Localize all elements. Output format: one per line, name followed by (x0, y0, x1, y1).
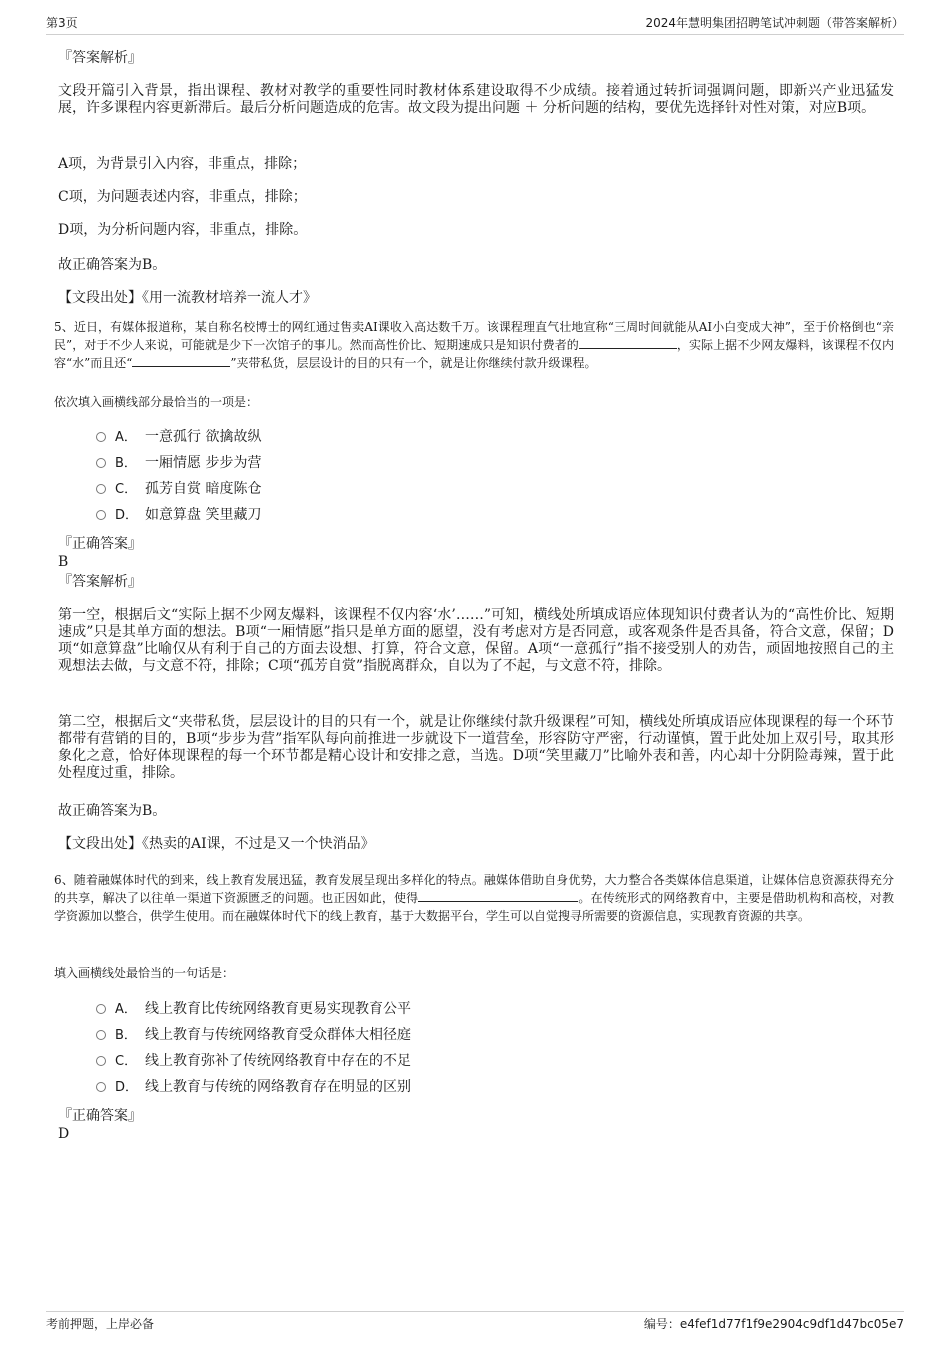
q4-analysis-label: 『答案解析』 (58, 50, 142, 66)
q6-answer-label: 『正确答案』 (58, 1108, 142, 1124)
q4-analysis-option-d: D项，为分析问题内容，非重点，排除。 (58, 222, 308, 238)
q5-stem-part3: ”夹带私货，层层设计的目的只有一个，就是让你继续付款升级课程。 (230, 356, 597, 370)
radio-icon[interactable] (96, 458, 106, 468)
q6-blank (418, 889, 578, 902)
q6-stem-part1: 6、随着融媒体时代的到来，线上教育发展迅猛，教育发展呈现出多样化的特点。融媒体借助自身优势，大力整合各类媒体信息渠道，让媒体信息资源获得充分的共享，解决了以往单一渠道下资源匮乏的问题。也正因如此，使得 (54, 873, 894, 905)
radio-icon[interactable] (96, 1056, 106, 1066)
footer-serial: 编号：e4fef1d77f1f9e2904c9df1d47bc05e7 (643, 1317, 904, 1331)
q4-source: 【文段出处】《用一流教材培养一流人才》 (58, 290, 317, 306)
q5-conclusion: 故正确答案为B。 (58, 803, 167, 819)
q5-answer-label: 『正确答案』 (58, 536, 142, 552)
radio-icon[interactable] (96, 1082, 106, 1092)
q6-stem (54, 871, 894, 925)
q5-analysis-label: 『答案解析』 (58, 574, 142, 590)
radio-icon[interactable] (96, 432, 106, 442)
q6-option-c[interactable]: C． 线上教育弥补了传统网络教育中存在的不足 (96, 1052, 411, 1071)
q5-source: 【文段出处】《热卖的AI课，不过是又一个快消品》 (58, 836, 375, 852)
q5-blank-1 (579, 336, 677, 349)
q6-option-d[interactable]: D． 线上教育与传统的网络教育存在明显的区别 (96, 1078, 411, 1097)
q4-conclusion: 故正确答案为B。 (58, 257, 167, 273)
q6-option-a[interactable]: A． 线上教育比传统网络教育更易实现教育公平 (96, 1000, 411, 1019)
q6-stem-part2: 。在传统形式的网络教育中，主要是借助机构和高校，对教学资源加以整合，供学生使用。而在融媒体时代下的线上教育，基于大数据平台，学生可以自觉搜寻所需要的资源信息，实现教育资源的共享。 (54, 891, 894, 923)
q5-stem (54, 318, 894, 372)
q5-answer: B (58, 554, 69, 570)
radio-icon[interactable] (96, 484, 106, 494)
q5-blank-2 (132, 354, 230, 367)
q5-option-a[interactable]: A． 一意孤行 欲擒故纵 (96, 428, 261, 447)
q5-stem-part2: ，实际上据不少网友爆料，该课程不仅内容“水”而且还“ (54, 338, 894, 370)
document-title: 2024年慧明集团招聘笔试冲刺题（带答案解析） (645, 16, 904, 30)
page-footer (46, 1311, 904, 1334)
q5-analysis-paragraph-1: 第一空，根据后文“实际上据不少网友爆料，该课程不仅内容‘水’……”可知，横线处所填成语应体现知识付费者认为的“高性价比、短期速成”只是其单方面的想法。B项“一厢情愿”指只是单方面的愿望，没有考虑对方是否同意，或客观条件是否具备，符合文意，保留；D项“如意算盘”比喻仅从有利于自己的方面去设想、打算，符合文意，保留。A项“一意孤行”指不接受别人的劝告，顽固地按照自己的主观想法去做，与文意不符，排除；C项“孤芳自赏”指脱离群众，自以为了不起，与文意不符，排除。 (58, 607, 894, 674)
q6-prompt: 填入画横线处最恰当的一句话是： (54, 966, 235, 980)
q5-option-d[interactable]: D． 如意算盘 笑里藏刀 (96, 506, 261, 525)
q4-analysis-option-c: C项，为问题表述内容，非重点，排除； (58, 189, 307, 205)
q5-prompt: 依次填入画横线部分最恰当的一项是： (54, 395, 259, 409)
page-number: 第3页 (46, 16, 78, 30)
q5-option-c[interactable]: C． 孤芳自赏 暗度陈仓 (96, 480, 261, 499)
radio-icon[interactable] (96, 1030, 106, 1040)
radio-icon[interactable] (96, 1004, 106, 1014)
q4-analysis-option-a: A项，为背景引入内容，非重点，排除； (58, 156, 307, 172)
q6-answer: D (58, 1126, 70, 1142)
radio-icon[interactable] (96, 510, 106, 520)
q5-option-b[interactable]: B． 一厢情愿 步步为营 (96, 454, 261, 473)
page-header (46, 14, 904, 35)
q5-analysis-paragraph-2: 第二空，根据后文“夹带私货，层层设计的目的只有一个，就是让你继续付款升级课程”可知，横线处所填成语应体现课程的每一个环节都带有营销的目的，B项“步步为营”指军队每向前推进一步就设下一道营垒，形容防守严密，行动谨慎，置于此处加上双引号，取其形象化之意，恰好体现课程的每一个环节都是精心设计和安排之意，当选。D项“笑里藏刀”比喻外表和善，内心却十分阴险毒辣，置于此处程度过重，排除。 (58, 714, 894, 781)
q4-analysis-paragraph: 文段开篇引入背景，指出课程、教材对教学的重要性同时教材体系建设取得不少成绩。接着通过转折词强调问题，即新兴产业迅猛发展，许多课程内容更新滞后。最后分析问题造成的危害。故文段为提出问题 ＋ 分析问题的结构，要优先选择针对性对策，对应B项。 (58, 83, 894, 116)
footer-slogan: 考前押题，上岸必备 (46, 1317, 155, 1331)
q6-option-b[interactable]: B． 线上教育与传统网络教育受众群体大相径庭 (96, 1026, 411, 1045)
q5-stem-part1: 5、近日，有媒体报道称，某自称名校博士的网红通过售卖AI课收入高达数千万。该课程理直气壮地宣称“三周时间就能从AI小白变成大神”，至于价格倒也“亲民”，对于不少人来说，可能就是少下一次馆子的事儿。然而高性价比、短期速成只是知识付费者的 (54, 320, 894, 352)
